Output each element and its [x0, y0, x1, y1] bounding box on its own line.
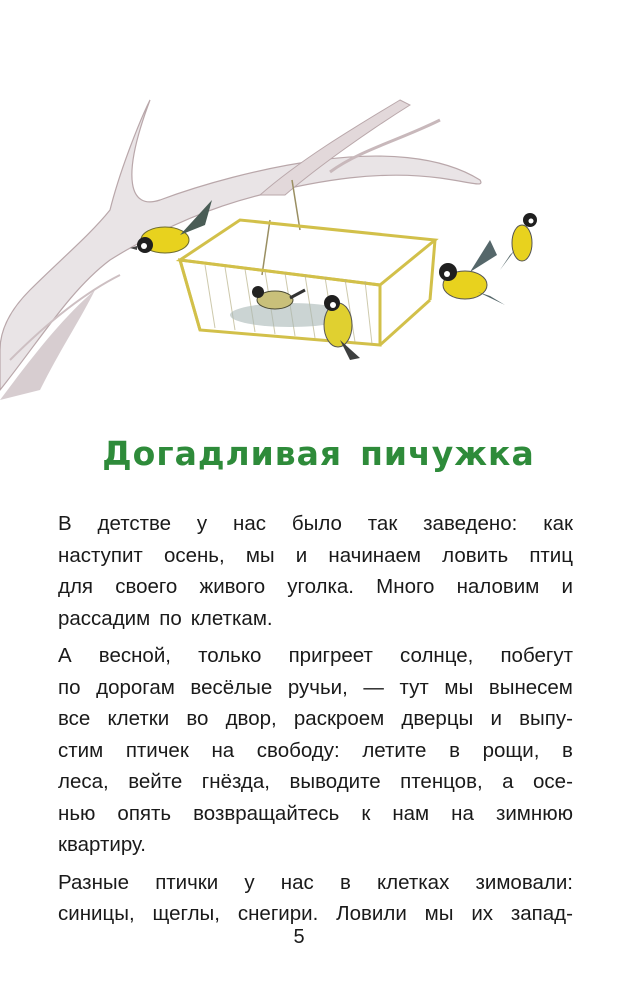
word: в — [562, 738, 573, 762]
word: уголка. — [287, 575, 355, 598]
word: птички — [155, 870, 219, 894]
word: птенцов, — [400, 770, 483, 793]
word: а — [502, 770, 514, 793]
word: осень, — [163, 543, 225, 567]
word: солнце, — [400, 644, 474, 667]
word: клетки — [107, 707, 170, 730]
word: Разные — [58, 870, 130, 894]
word: выпу- — [519, 707, 573, 730]
paragraph — [58, 508, 573, 634]
word: как — [543, 512, 573, 535]
text-line — [58, 540, 573, 572]
word: квартиру. — [58, 833, 146, 856]
word: наступит — [58, 543, 143, 567]
text-line — [58, 603, 573, 635]
word: в — [339, 870, 351, 894]
word: начинаем — [328, 543, 422, 567]
word: и — [295, 543, 308, 567]
paragraph — [58, 640, 573, 861]
word: птичек — [125, 738, 189, 762]
word: дорогам — [96, 675, 175, 699]
word: осе- — [533, 770, 573, 793]
word: рассадим — [58, 606, 151, 630]
word: было — [291, 512, 342, 535]
word: живого — [199, 575, 266, 598]
birds-at-feeder-icon — [0, 60, 637, 420]
word: гнёзда, — [201, 770, 270, 793]
text-line — [58, 640, 573, 672]
story-text — [58, 508, 573, 930]
word: нью — [58, 801, 96, 825]
word: и — [490, 707, 502, 730]
title-word-1: Догадливая — [102, 434, 343, 473]
text-line — [58, 798, 573, 830]
word: тут — [399, 675, 429, 699]
word: возвращайтесь — [193, 801, 340, 825]
word: летите — [362, 738, 427, 762]
text-line — [58, 703, 573, 735]
word: Много — [376, 575, 435, 598]
word: снегири. — [237, 902, 319, 925]
word: у — [244, 870, 255, 894]
word: весной, — [98, 644, 171, 667]
word: вейте — [128, 770, 183, 793]
word: раскроем — [293, 707, 385, 730]
text-line — [58, 672, 573, 704]
word: вынесем — [488, 675, 573, 699]
word: по — [159, 606, 182, 630]
word: для — [58, 575, 94, 598]
word: на — [451, 801, 474, 825]
word: двор, — [225, 707, 277, 730]
word: к — [361, 801, 371, 825]
word: клетках — [376, 870, 450, 894]
text-line — [58, 829, 573, 861]
word: рощи, — [482, 738, 540, 762]
word: ручьи, — [287, 675, 348, 699]
word: во — [186, 707, 209, 730]
word: по — [58, 675, 81, 699]
text-line — [58, 735, 573, 767]
word: леса, — [58, 770, 109, 793]
word: ловить — [442, 543, 509, 567]
title-word-2: пичужка — [360, 434, 535, 473]
text-line — [58, 571, 573, 603]
word: и — [561, 575, 573, 598]
word: нас — [280, 870, 314, 894]
word: щеглы, — [152, 902, 220, 925]
word: Ловили — [336, 902, 407, 925]
word: зимовали: — [475, 870, 573, 894]
page-number: 5 — [293, 926, 305, 948]
word: мы — [444, 675, 474, 699]
word: на — [211, 738, 235, 762]
word: синицы, — [58, 902, 135, 925]
word: детстве — [97, 512, 172, 535]
word: стим — [58, 738, 104, 762]
word: побегут — [500, 644, 573, 667]
word: у — [196, 512, 208, 535]
word: наловим — [456, 575, 540, 598]
word: нас — [233, 512, 266, 535]
word: мы — [424, 902, 454, 925]
word: в — [449, 738, 460, 762]
word: клеткам. — [190, 606, 273, 630]
word: зимнюю — [495, 801, 573, 825]
word: весёлые — [190, 675, 273, 699]
text-line — [58, 766, 573, 798]
word: дверцы — [401, 707, 474, 730]
word: только — [198, 644, 262, 667]
word: птиц — [529, 543, 573, 567]
story-title — [0, 434, 637, 473]
word: запад- — [510, 902, 573, 925]
word: их — [471, 902, 494, 925]
word: так — [367, 512, 398, 535]
word: А — [58, 644, 72, 667]
text-line — [58, 508, 573, 540]
paragraph — [58, 867, 573, 930]
word: выводите — [289, 770, 381, 793]
word: мы — [245, 543, 275, 567]
word: заведено: — [423, 512, 518, 535]
word: нам — [392, 801, 430, 825]
word: В — [58, 512, 72, 535]
word: свободу: — [256, 738, 340, 762]
word: все — [58, 707, 91, 730]
birds-feeder-illustration — [0, 60, 637, 420]
word: опять — [117, 801, 172, 825]
word: — — [363, 675, 384, 699]
word: своего — [115, 575, 178, 598]
text-line — [58, 898, 573, 930]
text-line — [58, 867, 573, 899]
word: пригреет — [288, 644, 373, 667]
